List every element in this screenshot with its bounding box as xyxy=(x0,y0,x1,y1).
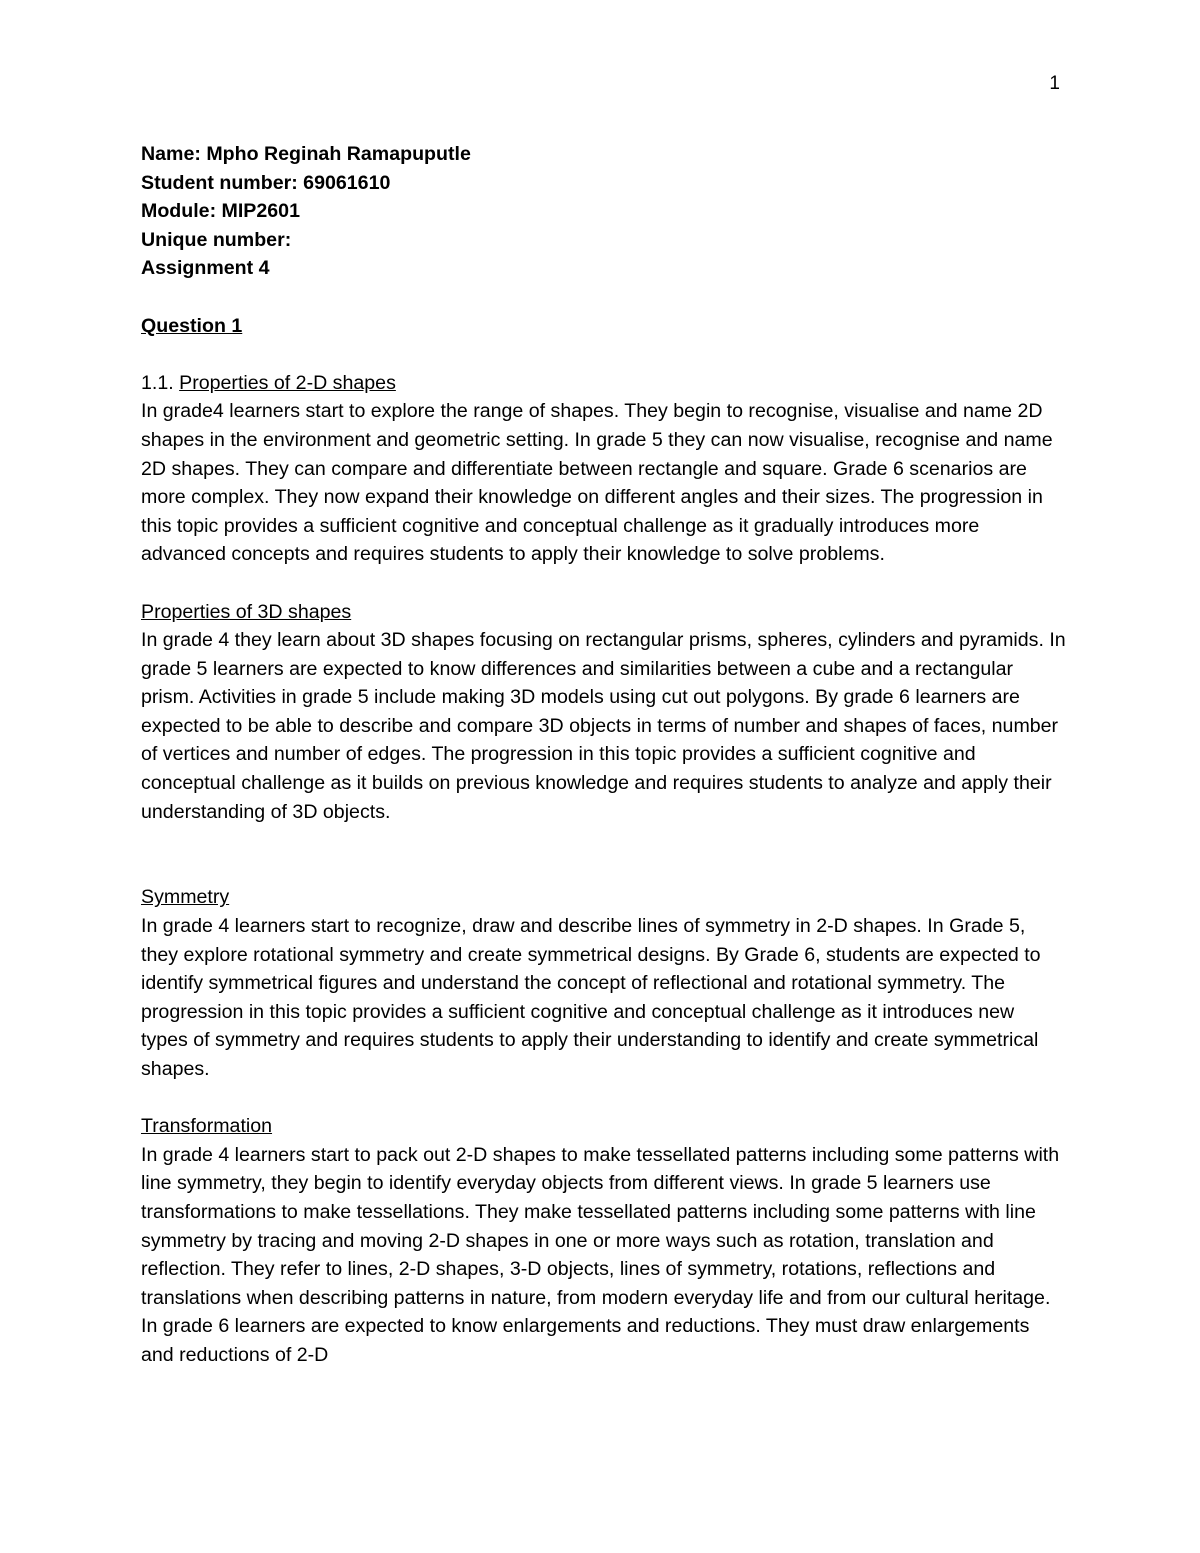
section-heading xyxy=(141,598,1066,627)
section-heading xyxy=(141,369,1066,398)
document-body xyxy=(141,140,1066,1370)
section-body: In grade 4 they learn about 3D shapes focusing on rectangular prisms, spheres, cylinders and pyramids. In grade 5 learners are expected to know differences and similarities between a cube and a rectangular prism. Activities in grade 5 include making 3D models using cut out polygons. By grade 6 learners are expected to be able to describe and compare 3D objects in terms of number and shapes of faces, number of vertices and number of edges. The progression in this topic provides a sufficient cognitive and conceptual challenge as it builds on previous knowledge and requires students to analyze and apply their understanding of 3D objects. xyxy=(141,629,1066,823)
student-number: Student number: 69061610 xyxy=(141,171,391,194)
section-title: Properties of 2-D shapes xyxy=(179,371,396,394)
section-body: In grade 4 learners start to pack out 2-D shapes to make tessellated patterns including some patterns with line symmetry, they begin to identify everyday objects from different views. In grade 5 learners use transformations to make tessellations. They make tessellated patterns including some patterns with line symmetry by tracing and moving 2-D shapes in one or more ways such as rotation, translation and reflection. They refer to lines, 2-D shapes, 3-D objects, lines of symmetry, rotations, reflections and translations when describing patterns in nature, from modern everyday life and from our cultural heritage. In grade 6 learners are expected to know enlargements and reductions. They must draw enlargements and reductions of 2-D xyxy=(141,1143,1060,1366)
section-title: Properties of 3D shapes xyxy=(141,600,352,623)
section-transformation xyxy=(141,1112,1066,1369)
question-heading: Question 1 xyxy=(141,314,243,337)
student-name: Name: Mpho Reginah Ramapuputle xyxy=(141,143,471,165)
page-number: 1 xyxy=(1049,73,1060,94)
section-number: 1.1. xyxy=(141,371,180,394)
student-details xyxy=(141,140,1066,283)
section-symmetry xyxy=(141,883,1066,1083)
section-body: In grade4 learners start to explore the range of shapes. They begin to recognise, visualise and name 2D shapes in the environment and geometric setting. In grade 5 they can now visualise, recognise and name 2D shapes. They can compare and differentiate between rectangle and square. Grade 6 scenarios are more complex. They now expand their knowledge on different angles and their sizes. The progression in this topic provides a sufficient cognitive and conceptual challenge as it gradually introduces more advanced concepts and requires students to apply their knowledge to solve problems. xyxy=(141,400,1053,566)
section-body: In grade 4 learners start to recognize, draw and describe lines of symmetry in 2-D shapes. In Grade 5, they explore rotational symmetry and create symmetrical designs. By Grade 6, students are expected to identify symmetrical figures and understand the concept of reflectional and rotational symmetry. The progression in this topic provides a sufficient cognitive and conceptual challenge as it introduces new types of symmetry and requires students to apply their understanding to identify and create symmetrical shapes. xyxy=(141,915,1041,1080)
section-2d-shapes xyxy=(141,369,1066,569)
section-heading xyxy=(141,1112,1066,1141)
section-title: Transformation xyxy=(141,1115,273,1138)
module-code: Module: MIP2601 xyxy=(141,200,300,223)
section-title: Symmetry xyxy=(141,886,230,909)
section-3d-shapes xyxy=(141,598,1066,827)
unique-number: Unique number: xyxy=(141,228,292,251)
section-heading xyxy=(141,883,1066,912)
assignment-title: Assignment 4 xyxy=(141,257,270,280)
